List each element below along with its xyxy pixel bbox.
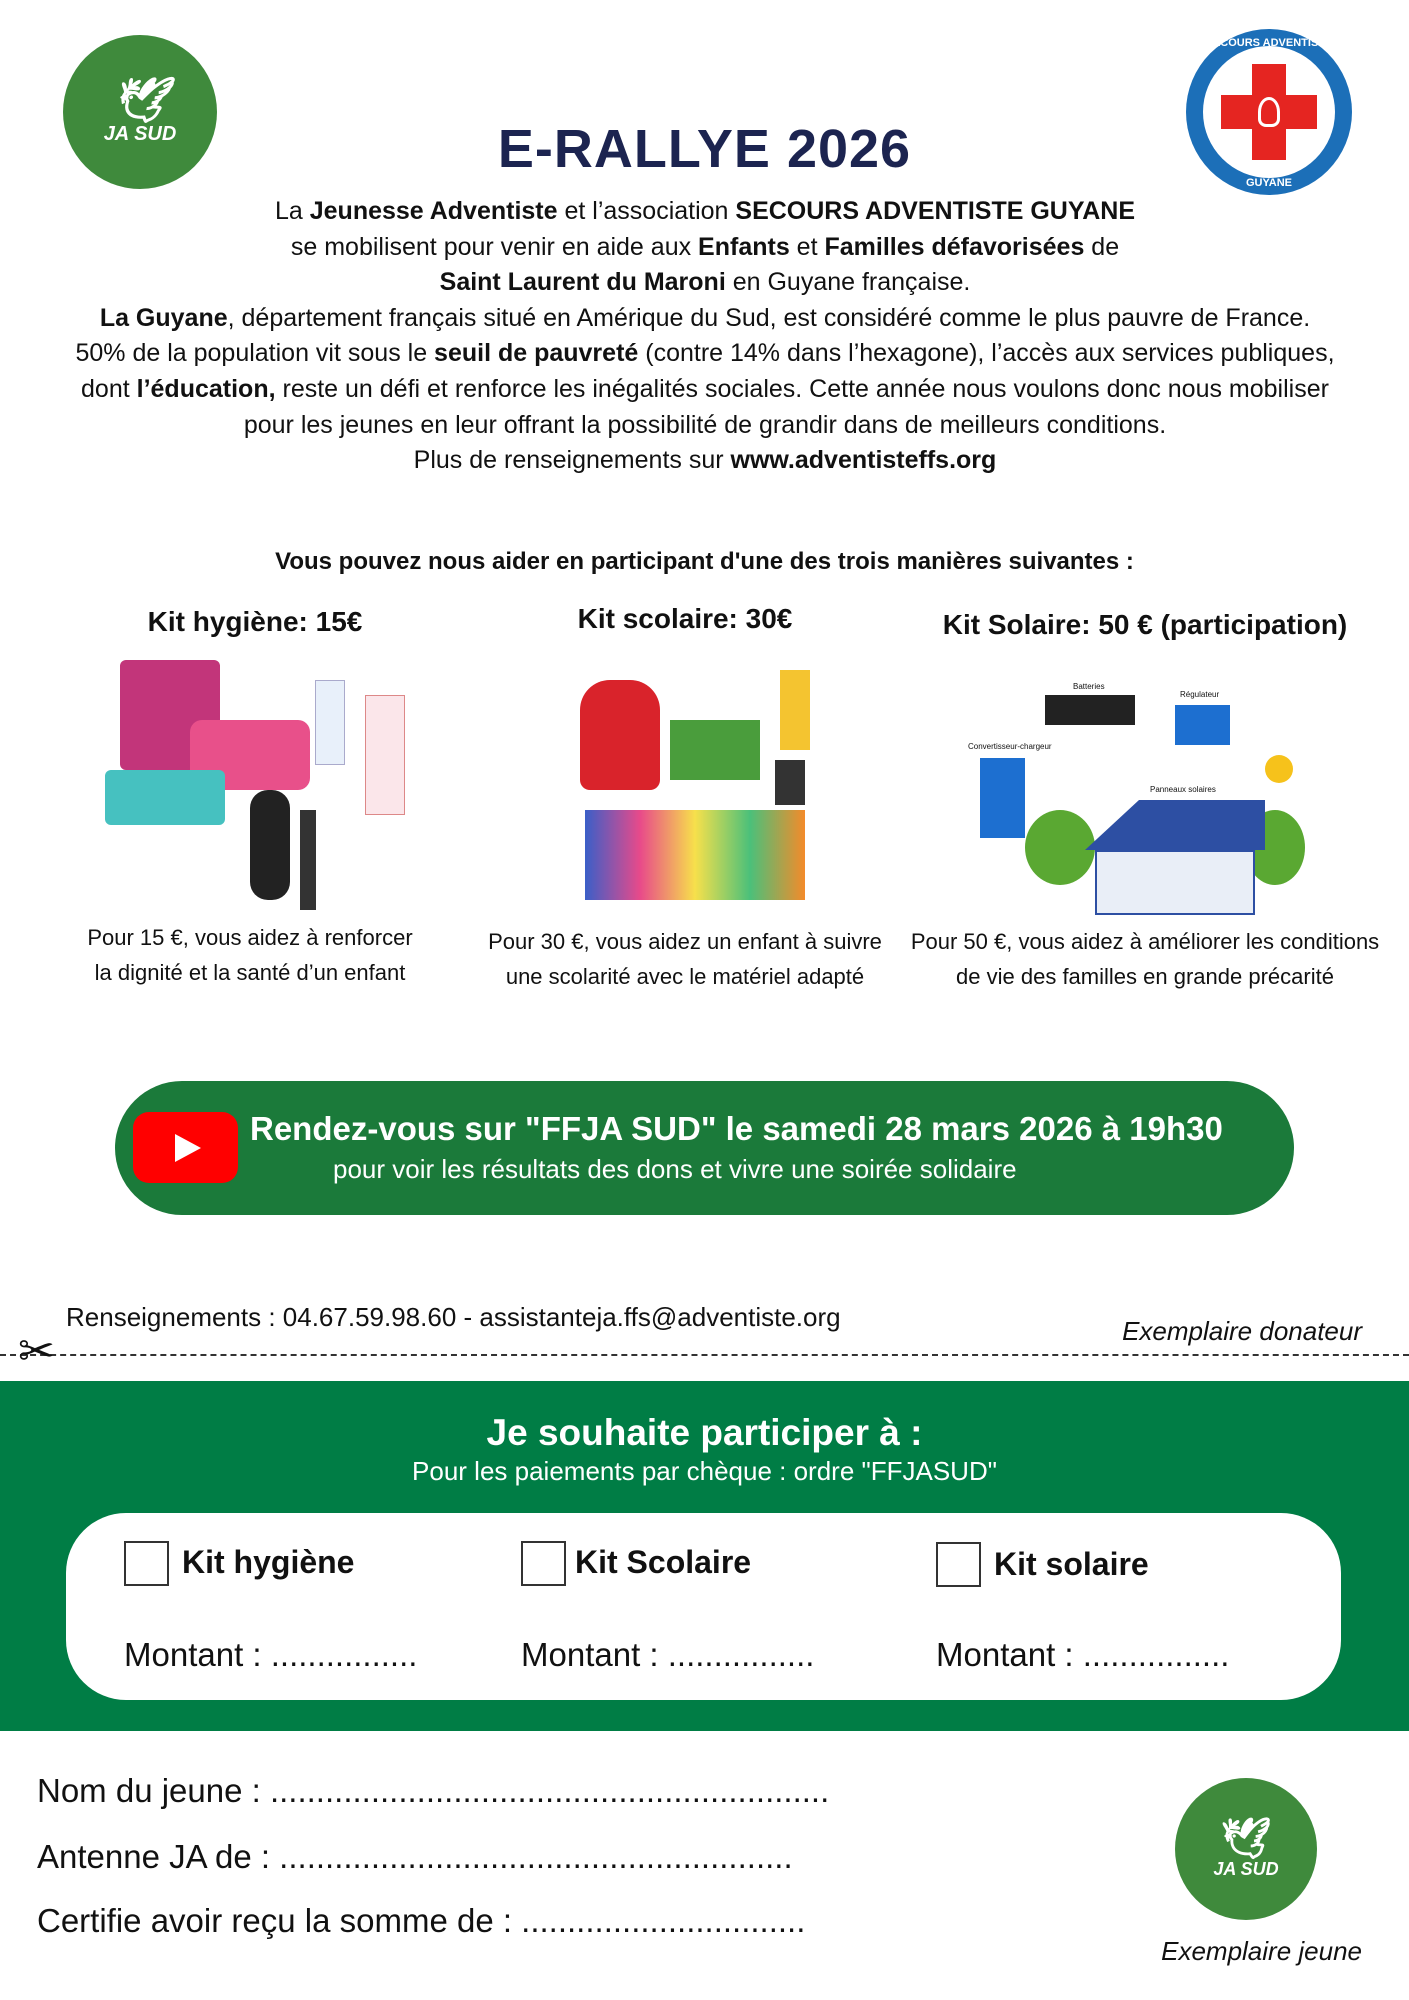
banner-headline: Rendez-vous sur "FFJA SUD" le samedi 28 mars 2026 à 19h30 bbox=[250, 1110, 1223, 1147]
form-title: Je souhaite participer à : bbox=[486, 1412, 923, 1453]
kit-solaire-title: Kit Solaire: 50 € (participation) bbox=[942, 609, 1348, 640]
amount-field[interactable]: Montant : ................ bbox=[124, 1636, 418, 1673]
ja-logo-text: JA SUD bbox=[1213, 1858, 1279, 1879]
solar-kit-image bbox=[965, 660, 1325, 915]
label-panneaux: Panneaux solaires bbox=[1150, 785, 1216, 794]
kit-solaire-desc: Pour 50 €, vous aidez à améliorer les conditions de vie des familles en grande précarité bbox=[910, 929, 1380, 989]
kit-hygiene-desc: Pour 15 €, vous aidez à renforcer la dignité et la santé d’un enfant bbox=[87, 925, 413, 985]
sun-icon bbox=[1265, 755, 1293, 783]
secours-logo-top-text: SECOURS ADVENTISTE bbox=[1205, 37, 1333, 49]
hygiene-kit-image bbox=[100, 660, 410, 915]
secours-logo-bottom-text: GUYANE bbox=[1245, 177, 1293, 189]
ja-logo-text: JA SUD bbox=[103, 122, 177, 145]
ja-logo: 🕊 JA SUD bbox=[63, 35, 217, 189]
field-nom-du-jeune[interactable]: Nom du jeune : ............................................................. bbox=[37, 1772, 830, 1809]
ways-to-help-heading: Vous pouvez nous aider en participant d'une des trois manières suivantes : bbox=[275, 548, 1134, 575]
amount-field[interactable]: Montant : ................ bbox=[936, 1636, 1230, 1673]
page-title: E-RALLYE 2026 bbox=[497, 119, 912, 179]
school-kit-image bbox=[575, 660, 815, 915]
option-label: Kit Scolaire bbox=[575, 1544, 752, 1580]
intro-text: La Jeunesse Adventiste et l’association SECOURS ADVENTISTE GUYANE se mobilisent pour venir en aide aux Enfants et Familles défavorisées de Saint Laurent du Maroni en Guyane française. La Guyane, département français situé en Amérique du Sud, est considéré comme le plus pauvre de France. 50% de la population vit sous le seuil de pauvreté (contre 14% dans l’hexagone), l’accès aux services publiques, dont l’éducation, reste un défi et renforce les inégalités sociales. Cette année nous voulons donc nous mobiliser pour les jeunes en leur offrant la possibilité de grandir dans de meilleurs conditions. Plus de renseignements sur www.adventisteffs.org bbox=[75, 197, 1335, 475]
amount-field[interactable]: Montant : ................ bbox=[521, 1636, 815, 1673]
website-link[interactable]: www.adventisteffs.org bbox=[730, 446, 997, 475]
option-label: Kit solaire bbox=[994, 1546, 1149, 1582]
checkbox-kit-hygiene[interactable] bbox=[124, 1541, 169, 1586]
cut-line bbox=[0, 1354, 1409, 1356]
field-antenne-ja[interactable]: Antenne JA de : ........................................................ bbox=[37, 1838, 793, 1875]
option-label: Kit hygiène bbox=[182, 1544, 355, 1580]
youtube-event-banner[interactable] bbox=[115, 1081, 1294, 1215]
kit-hygiene-title: Kit hygiène: 15€ bbox=[147, 606, 363, 637]
youtube-play-icon[interactable] bbox=[133, 1112, 238, 1183]
copy-donor-label: Exemplaire donateur bbox=[1122, 1316, 1362, 1346]
scissors-icon: ✂ bbox=[18, 1327, 55, 1376]
label-convertisseur: Convertisseur-chargeur bbox=[968, 742, 1052, 751]
kit-scolaire-title: Kit scolaire: 30€ bbox=[577, 603, 793, 634]
contact-info: Renseignements : 04.67.59.98.60 - assistanteja.ffs@adventiste.org bbox=[66, 1302, 841, 1332]
checkbox-kit-solaire[interactable] bbox=[936, 1542, 981, 1587]
label-batteries: Batteries bbox=[1073, 682, 1105, 691]
checkbox-kit-scolaire[interactable] bbox=[521, 1541, 566, 1586]
banner-subline: pour voir les résultats des dons et vivre une soirée solidaire bbox=[333, 1154, 1017, 1184]
kit-scolaire-desc: Pour 30 €, vous aidez un enfant à suivre une scolarité avec le matériel adapté bbox=[488, 929, 882, 989]
label-regulateur: Régulateur bbox=[1180, 690, 1220, 699]
form-subtitle: Pour les paiements par chèque : ordre "FFJASUD" bbox=[412, 1456, 997, 1486]
copy-youth-label: Exemplaire jeune bbox=[1161, 1936, 1362, 1966]
field-certifie-somme[interactable]: Certifie avoir reçu la somme de : ............................... bbox=[37, 1902, 806, 1939]
ja-logo-bottom: 🕊 JA SUD bbox=[1175, 1778, 1317, 1920]
